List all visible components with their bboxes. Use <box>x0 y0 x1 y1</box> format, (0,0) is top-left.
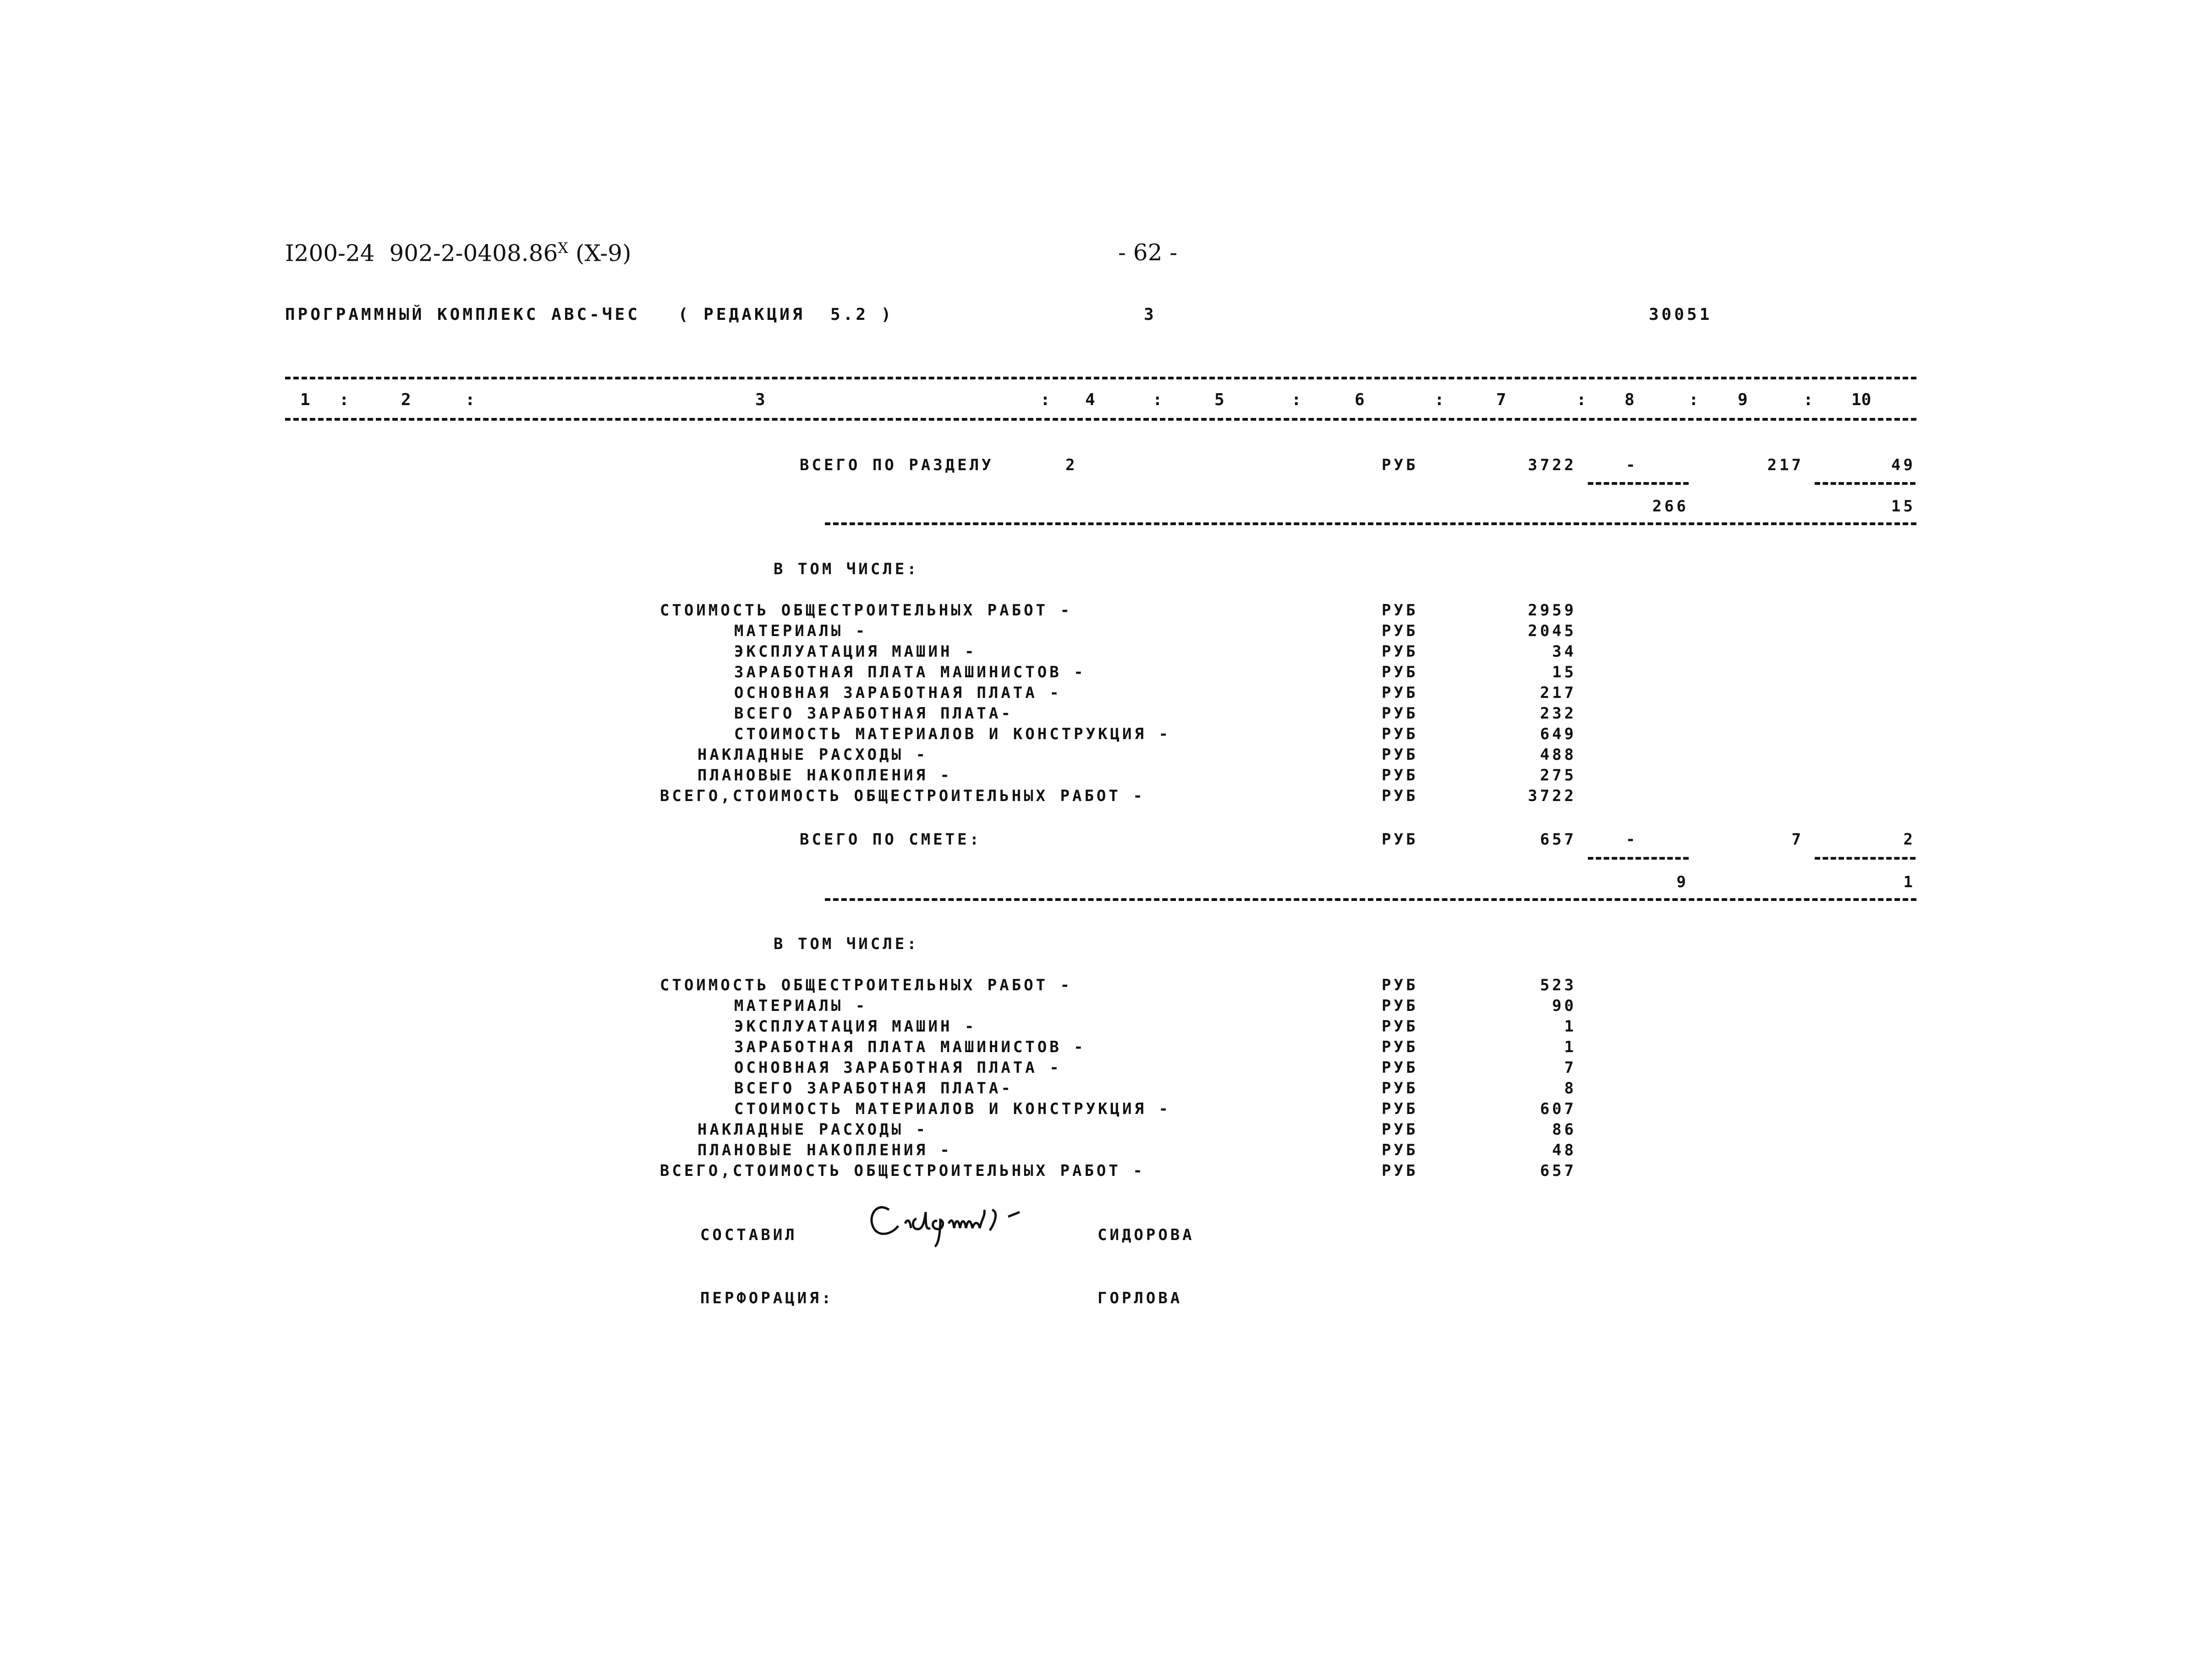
list-item-label: ОСНОВНАЯ ЗАРАБОТНАЯ ПЛАТА - <box>734 684 1062 702</box>
list-item-label: ВСЕГО ЗАРАБОТНАЯ ПЛАТА- <box>734 1079 1013 1098</box>
list-item-value: 7 <box>1564 1059 1576 1077</box>
section-total-label: ВСЕГО ПО РАЗДЕЛУ <box>800 456 994 474</box>
list-item-value: 657 <box>1540 1162 1576 1180</box>
list-item-value: 8 <box>1564 1079 1576 1098</box>
list-item-label: ВСЕГО ЗАРАБОТНАЯ ПЛАТА- <box>734 704 1013 723</box>
column-number-4: 4 <box>1085 390 1095 409</box>
document-code-superscript: X <box>558 239 569 257</box>
list-item-unit: РУБ <box>1382 1120 1418 1139</box>
column-separator: : <box>1689 390 1699 409</box>
list-item-value: 2045 <box>1528 622 1576 640</box>
list-item-unit: РУБ <box>1382 1038 1418 1056</box>
compiled-by-name: СИДОРОВА <box>1098 1226 1195 1244</box>
list-item-unit: РУБ <box>1382 601 1418 620</box>
estimate-total-col8-below: 9 <box>1676 873 1689 891</box>
column-separator: : <box>1434 390 1444 409</box>
list-item-value: 86 <box>1552 1120 1576 1139</box>
program-title: ПРОГРАММНЫЙ КОМПЛЕКС АВС-ЧЕС ( РЕДАКЦИЯ 5.2 ) <box>285 305 894 324</box>
perforation-name: ГОРЛОВА <box>1098 1289 1183 1307</box>
list-item-value: 15 <box>1552 663 1576 681</box>
list-item-label: СТОИМОСТЬ МАТЕРИАЛОВ И КОНСТРУКЦИЯ - <box>734 1100 1171 1118</box>
list-item-value: 232 <box>1540 704 1576 723</box>
column-number-3: 3 <box>755 390 765 409</box>
list-item-value: 2959 <box>1528 601 1576 620</box>
list-item-label: ВСЕГО,СТОИМОСТЬ ОБЩЕСТРОИТЕЛЬНЫХ РАБОТ - <box>660 787 1145 805</box>
list-item-unit: РУБ <box>1382 1100 1418 1118</box>
list-item-unit: РУБ <box>1382 622 1418 640</box>
list-item-unit: РУБ <box>1382 1141 1418 1159</box>
estimate-total-col8-rule <box>1588 857 1689 860</box>
list-item-unit: РУБ <box>1382 725 1418 743</box>
list-item-value: 48 <box>1552 1141 1576 1159</box>
list-item-unit: РУБ <box>1382 1079 1418 1098</box>
section-total-col10-below: 15 <box>1891 497 1916 516</box>
list-item-value: 90 <box>1552 997 1576 1015</box>
document-code-main: I200-24 902-2-0408.86 <box>285 240 558 267</box>
list-item-unit: РУБ <box>1382 997 1418 1015</box>
estimate-breakdown-heading: В ТОМ ЧИСЛЕ: <box>774 935 919 953</box>
list-item-value: 275 <box>1540 766 1576 785</box>
list-item-value: 217 <box>1540 684 1576 702</box>
estimate-total-col10-below: 1 <box>1903 873 1916 891</box>
column-number-1: 1 <box>300 390 310 409</box>
column-separator: : <box>1576 390 1586 409</box>
section-total-rule <box>825 522 1916 525</box>
column-number-6: 6 <box>1355 390 1365 409</box>
page-number: - 62 - <box>1118 239 1178 266</box>
list-item-unit: РУБ <box>1382 787 1418 805</box>
list-item-value: 34 <box>1552 642 1576 661</box>
column-number-9: 9 <box>1738 390 1748 409</box>
list-item-unit: РУБ <box>1382 1017 1418 1036</box>
column-separator: : <box>1040 390 1050 409</box>
list-item-unit: РУБ <box>1382 1059 1418 1077</box>
estimate-total-col8: - <box>1626 830 1638 849</box>
list-item-unit: РУБ <box>1382 704 1418 723</box>
column-number-10: 10 <box>1851 390 1872 409</box>
list-item-label: ЭКСПЛУАТАЦИЯ МАШИН - <box>734 1017 977 1036</box>
column-separator: : <box>1803 390 1813 409</box>
list-item-label: МАТЕРИАЛЫ - <box>734 997 868 1015</box>
list-item-unit: РУБ <box>1382 976 1418 994</box>
column-header-bottom-rule <box>285 418 1916 421</box>
list-item-value: 1 <box>1564 1017 1576 1036</box>
estimate-total-unit: РУБ <box>1382 830 1418 849</box>
list-item-unit: РУБ <box>1382 684 1418 702</box>
section-total-col9: 217 <box>1767 456 1804 474</box>
list-item-value: 3722 <box>1528 787 1576 805</box>
perforation-label: ПЕРФОРАЦИЯ: <box>700 1289 834 1307</box>
section-total-col7: 3722 <box>1528 456 1576 474</box>
section-total-col8-below: 266 <box>1652 497 1689 516</box>
list-item-label: ОСНОВНАЯ ЗАРАБОТНАЯ ПЛАТА - <box>734 1059 1062 1077</box>
list-item-label: ЗАРАБОТНАЯ ПЛАТА МАШИНИСТОВ - <box>734 1038 1086 1056</box>
section-total-col8: - <box>1626 456 1638 474</box>
column-separator: : <box>1153 390 1163 409</box>
list-item-value: 649 <box>1540 725 1576 743</box>
column-separator: : <box>339 390 349 409</box>
list-item-label: ЭКСПЛУАТАЦИЯ МАШИН - <box>734 642 977 661</box>
document-code <box>285 239 631 267</box>
column-number-8: 8 <box>1625 390 1635 409</box>
list-item-label: ПЛАНОВЫЕ НАКОПЛЕНИЯ - <box>697 1141 952 1159</box>
list-item-unit: РУБ <box>1382 1162 1418 1180</box>
estimate-total-col7: 657 <box>1540 830 1576 849</box>
column-separator: : <box>465 390 475 409</box>
list-item-value: 523 <box>1540 976 1576 994</box>
section-total-unit: РУБ <box>1382 456 1418 474</box>
list-item-label: НАКЛАДНЫЕ РАСХОДЫ - <box>697 746 928 764</box>
column-separator: : <box>1291 390 1301 409</box>
list-item-unit: РУБ <box>1382 663 1418 681</box>
section-breakdown-heading: В ТОМ ЧИСЛЕ: <box>774 560 919 578</box>
list-item-label: СТОИМОСТЬ МАТЕРИАЛОВ И КОНСТРУКЦИЯ - <box>734 725 1171 743</box>
column-header-top-rule <box>285 377 1916 379</box>
list-item-label: ПЛАНОВЫЕ НАКОПЛЕНИЯ - <box>697 766 952 785</box>
estimate-total-col10: 2 <box>1903 830 1916 849</box>
program-number: 3 <box>1144 305 1157 324</box>
section-total-col10: 49 <box>1891 456 1916 474</box>
list-item-unit: РУБ <box>1382 642 1418 661</box>
estimate-total-rule <box>825 898 1916 901</box>
section-total-col10-rule <box>1815 482 1916 485</box>
section-total-col8-rule <box>1588 482 1689 485</box>
column-number-2: 2 <box>401 390 411 409</box>
list-item-label: ВСЕГО,СТОИМОСТЬ ОБЩЕСТРОИТЕЛЬНЫХ РАБОТ - <box>660 1162 1145 1180</box>
column-number-5: 5 <box>1214 390 1224 409</box>
list-item-label: НАКЛАДНЫЕ РАСХОДЫ - <box>697 1120 928 1139</box>
program-code: 30051 <box>1649 305 1713 324</box>
estimate-total-col9: 7 <box>1791 830 1804 849</box>
section-total-number: 2 <box>1065 456 1078 474</box>
list-item-value: 607 <box>1540 1100 1576 1118</box>
list-item-unit: РУБ <box>1382 766 1418 785</box>
compiled-by-label: СОСТАВИЛ <box>700 1226 797 1244</box>
list-item-label: МАТЕРИАЛЫ - <box>734 622 868 640</box>
list-item-label: СТОИМОСТЬ ОБЩЕСТРОИТЕЛЬНЫХ РАБОТ - <box>660 601 1072 620</box>
estimate-total-col10-rule <box>1815 857 1916 860</box>
list-item-unit: РУБ <box>1382 746 1418 764</box>
list-item-label: ЗАРАБОТНАЯ ПЛАТА МАШИНИСТОВ - <box>734 663 1086 681</box>
list-item-label: СТОИМОСТЬ ОБЩЕСТРОИТЕЛЬНЫХ РАБОТ - <box>660 976 1072 994</box>
list-item-value: 1 <box>1564 1038 1576 1056</box>
estimate-total-label: ВСЕГО ПО СМЕТЕ: <box>800 830 982 849</box>
list-item-value: 488 <box>1540 746 1576 764</box>
column-number-7: 7 <box>1496 390 1506 409</box>
document-code-suffix: (X-9) <box>568 240 631 267</box>
signature-image <box>862 1191 1063 1251</box>
